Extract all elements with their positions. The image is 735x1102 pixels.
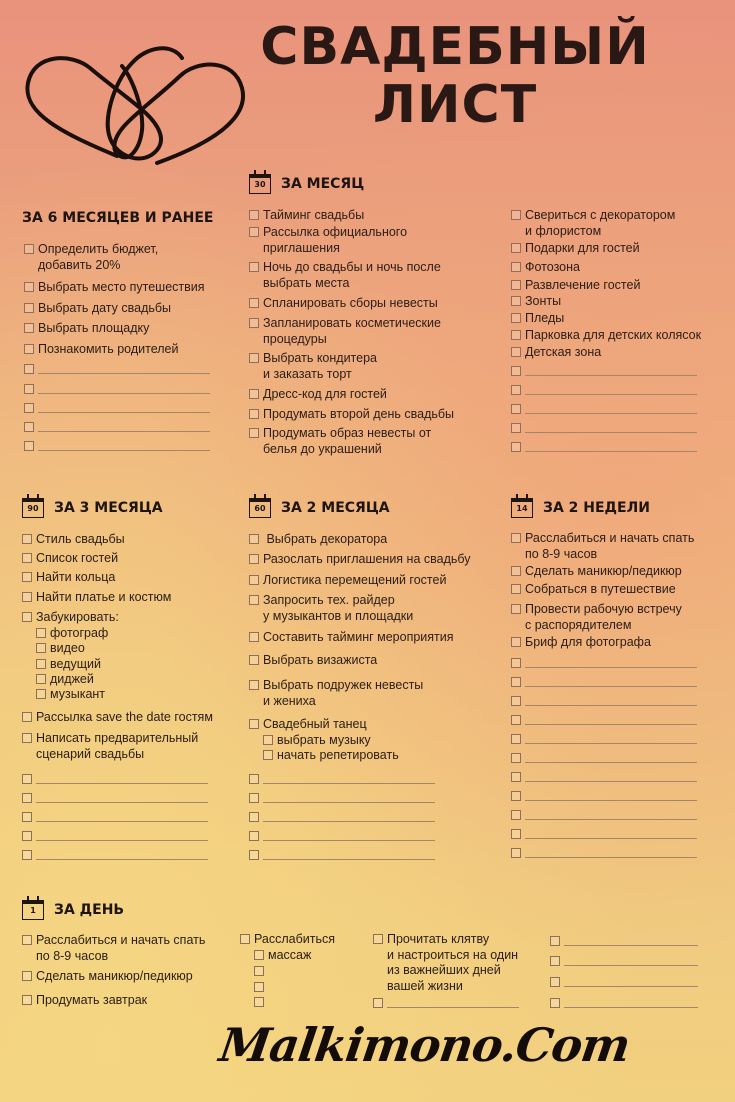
blank-item[interactable] (22, 810, 208, 822)
blank-item[interactable] (550, 975, 698, 987)
blank-item[interactable] (511, 789, 697, 801)
checklist-item[interactable]: Тайминг свадьбы (249, 208, 364, 224)
title-line-2: ЛИСТ (372, 75, 538, 135)
checklist-item[interactable]: Развлечение гостей (511, 278, 640, 294)
blank-item[interactable] (511, 713, 697, 725)
checklist-subitem[interactable]: массаж (254, 948, 311, 964)
checklist-subitem[interactable]: начать репетировать (263, 748, 399, 764)
blank-item[interactable] (511, 751, 697, 763)
checklist-item[interactable]: Подарки для гостей (511, 241, 640, 257)
blank-item[interactable] (550, 996, 698, 1008)
blank-item[interactable] (511, 846, 697, 858)
blank-item[interactable] (249, 848, 435, 860)
checklist-item[interactable]: Ночь до свадьбы и ночь после выбрать места (249, 260, 441, 291)
blank-item[interactable] (511, 364, 697, 376)
hearts-icon (22, 38, 252, 168)
checklist-item[interactable]: Продумать второй день свадьбы (249, 407, 454, 423)
blank-item[interactable] (511, 402, 697, 414)
checklist-item[interactable]: Забукировать: (22, 610, 119, 626)
title-line-1: СВАДЕБНЫЙ (260, 17, 650, 77)
blank-item[interactable] (24, 439, 210, 451)
checklist-item[interactable]: Продумать образ невесты от белья до украшений (249, 426, 431, 457)
blank-item[interactable] (249, 791, 435, 803)
blank-item[interactable] (511, 827, 697, 839)
blank-item[interactable] (550, 934, 698, 946)
checklist-item[interactable]: Собраться в путешествие (511, 582, 676, 598)
calendar-icon: 60 (249, 498, 271, 518)
blank-item[interactable] (550, 954, 698, 966)
section-heading-1-day: 1 ЗА ДЕНЬ (22, 900, 124, 920)
checklist-subitem[interactable]: видео (36, 641, 85, 657)
checklist-item[interactable]: Список гостей (22, 551, 118, 567)
checklist-subitem[interactable]: фотограф (36, 626, 108, 642)
checklist-subitem-empty[interactable] (254, 980, 264, 992)
checklist-subitem-empty[interactable] (254, 995, 264, 1007)
checklist-item[interactable]: Определить бюджет, добавить 20% (24, 242, 158, 273)
checklist-item[interactable]: Фотозона (511, 260, 580, 276)
checklist-item[interactable]: Разослать приглашения на свадьбу (249, 552, 471, 568)
checklist-item[interactable]: Выбрать площадку (24, 321, 149, 337)
checklist-item[interactable]: Расслабиться и начать спать по 8-9 часов (22, 933, 205, 964)
checklist-item[interactable]: Зонты (511, 294, 561, 310)
checklist-item[interactable]: Прочитать клятву и настроиться на один из важнейших дней вашей жизни (373, 932, 518, 994)
blank-item[interactable] (511, 694, 697, 706)
checklist-item[interactable]: Выбрать подружек невесты и жениха (249, 678, 423, 709)
calendar-icon: 1 (22, 900, 44, 920)
checklist-item[interactable]: Рассылка официального приглашения (249, 225, 407, 256)
blank-item[interactable] (511, 732, 697, 744)
checklist-item[interactable]: Выбрать кондитера и заказать торт (249, 351, 377, 382)
blank-item[interactable] (249, 829, 435, 841)
checklist-item[interactable]: Бриф для фотографа (511, 635, 651, 651)
checklist-item[interactable]: Детская зона (511, 345, 601, 361)
section-heading-2-weeks: 14 ЗА 2 НЕДЕЛИ (511, 498, 650, 518)
blank-item[interactable] (511, 421, 697, 433)
checklist-item[interactable]: Свадебный танец (249, 717, 367, 733)
checklist-item[interactable]: Запланировать косметические процедуры (249, 316, 441, 347)
blank-item[interactable] (373, 996, 519, 1008)
checklist-subitem[interactable]: диджей (36, 672, 94, 688)
calendar-icon: 30 (249, 174, 271, 194)
checklist-item[interactable]: Составить тайминг мероприятия (249, 630, 454, 646)
blank-item[interactable] (511, 808, 697, 820)
blank-item[interactable] (511, 675, 697, 687)
checklist-item[interactable]: Спланировать сборы невесты (249, 296, 438, 312)
blank-item[interactable] (249, 810, 435, 822)
checklist-subitem[interactable]: ведущий (36, 657, 101, 673)
blank-item[interactable] (24, 401, 210, 413)
checklist-item[interactable]: Сделать маникюр/педикюр (511, 564, 682, 580)
checkbox[interactable] (24, 282, 34, 292)
checklist-item[interactable]: Продумать завтрак (22, 993, 147, 1009)
calendar-icon: 14 (511, 498, 533, 518)
checkbox[interactable] (24, 303, 34, 313)
checklist-item[interactable]: Выбрать место путешествия (24, 280, 205, 296)
blank-item[interactable] (511, 656, 697, 668)
checklist-item[interactable]: Познакомить родителей (24, 342, 179, 358)
checklist-subitem[interactable]: выбрать музыку (263, 733, 371, 749)
blank-item[interactable] (24, 420, 210, 432)
checklist-item[interactable]: Написать предварительный сценарий свадьбы (22, 731, 198, 762)
checklist-item[interactable]: Рассылка save the date гостям (22, 710, 213, 726)
section-heading-3-months: 90 ЗА 3 МЕСЯЦА (22, 498, 163, 518)
checklist-item[interactable]: Парковка для детских колясок (511, 328, 701, 344)
blank-item[interactable] (22, 772, 208, 784)
blank-item[interactable] (249, 772, 435, 784)
checklist-subitem[interactable]: музыкант (36, 687, 105, 703)
site-logo: Malkimono.Com (216, 1018, 633, 1072)
checklist-item[interactable]: Запросить тех. райдер у музыкантов и площадки (249, 593, 413, 624)
blank-item[interactable] (24, 382, 210, 394)
checklist-item[interactable]: Выбрать визажиста (249, 653, 377, 669)
blank-item[interactable] (22, 848, 208, 860)
checklist-item[interactable]: Расслабиться (240, 932, 335, 948)
blank-item[interactable] (22, 829, 208, 841)
checklist-item[interactable]: Найти кольца (22, 570, 115, 586)
section-heading-1-month: 30 ЗА МЕСЯЦ (249, 174, 364, 194)
blank-item[interactable] (22, 791, 208, 803)
section-heading-6-months: ЗА 6 МЕСЯЦЕВ И РАНЕЕ (22, 210, 214, 226)
blank-item[interactable] (511, 383, 697, 395)
section-heading-2-months: 60 ЗА 2 МЕСЯЦА (249, 498, 390, 518)
checklist-item[interactable]: Расслабиться и начать спать по 8-9 часов (511, 531, 694, 562)
page-title (215, 18, 695, 134)
checklist-item[interactable]: Стиль свадьбы (22, 532, 125, 548)
checklist-item[interactable]: Выбрать декоратора (249, 532, 387, 548)
checklist-item[interactable]: Сделать маникюр/педикюр (22, 969, 193, 985)
checklist-item[interactable]: Найти платье и костюм (22, 590, 171, 606)
blank-item[interactable] (24, 362, 210, 374)
checkbox[interactable] (24, 323, 34, 333)
checklist-item[interactable]: Дресс-код для гостей (249, 387, 387, 403)
checklist-item[interactable]: Провести рабочую встречу с распорядителем (511, 602, 682, 633)
checkbox[interactable] (24, 344, 34, 354)
checklist-item[interactable]: Выбрать дату свадьбы (24, 301, 171, 317)
checklist-item[interactable]: Пледы (511, 311, 564, 327)
checklist-item[interactable]: Свериться с декоратором и флористом (511, 208, 675, 239)
checkbox[interactable] (24, 244, 34, 254)
blank-item[interactable] (511, 440, 697, 452)
checklist-subitem-empty[interactable] (254, 964, 264, 976)
blank-item[interactable] (511, 770, 697, 782)
checklist-item[interactable]: Логистика перемещений гостей (249, 573, 446, 589)
calendar-icon: 90 (22, 498, 44, 518)
